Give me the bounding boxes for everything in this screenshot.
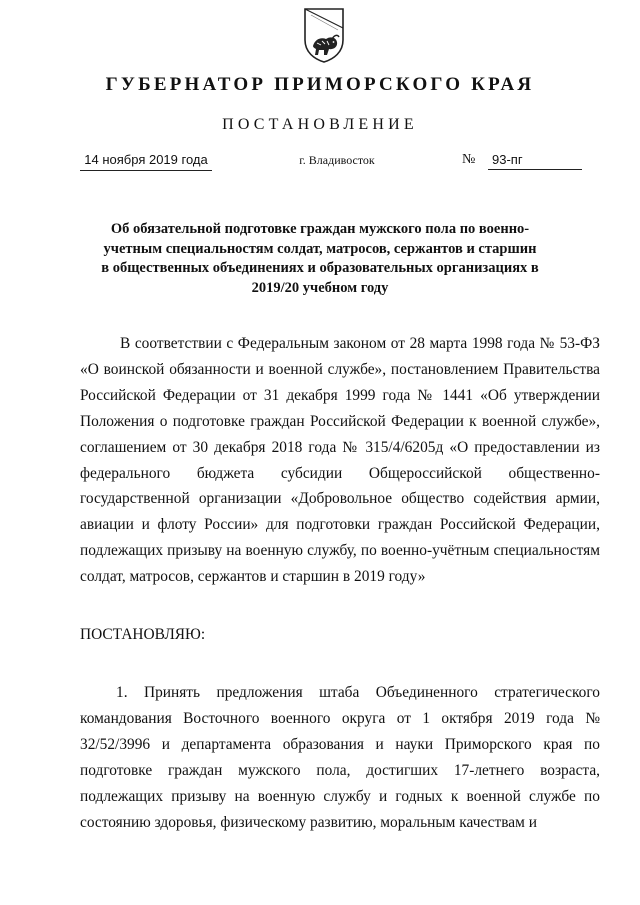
document-number: 93-пг [488,150,582,170]
document-type: ПОСТАНОВЛЕНИЕ [222,116,418,133]
document-number-label: № [462,152,476,167]
document-city: г. Владивосток [299,153,375,167]
decree-heading: ПОСТАНОВЛЯЮ: [80,626,206,643]
primorsky-krai-coat-of-arms-icon [302,6,346,64]
issuing-authority: ГУБЕРНАТОР ПРИМОРСКОГО КРАЯ [105,74,535,95]
item-1-paragraph: 1. Принять предложения штаба Объединенного стратегического командования Восточного военного округа от 1 октября 2019 года № 32/52/3996 и департамента образования и науки Приморского края по подготовке граждан мужского пола, достигших 17-летнего возраста, подлежащих призыву на военную службу и годных к военной службе по состоянию здоровья, физическому развитию, моральным качествам и [80,684,600,831]
document-subject: Об обязательной подготовке граждан мужского пола по военно-учетным специальностям солдат, матросов, сержантов и старшин в общественных объединениях и образовательных организациях в 2019/20 учебном году [101,221,539,296]
document-date: 14 ноября 2019 года [80,150,212,171]
preamble-paragraph: В соответствии с Федеральным законом от 28 марта 1998 года № 53-ФЗ «О воинской обязанности и военной службе», постановлением Правительства Российской Федерации от 31 декабря 1999 года № 1441 «Об утверждении Положения о подготовке граждан Российской Федерации к военной службе», соглашением от 30 декабря 2018 года № 315/4/6205д «О предоставлении из федерального бюджета субсидии Общероссийской общественно-государственной организации «Добровольное общество содействия армии, авиации и флоту России» для подготовки граждан Российской Федерации, подлежащих призыву на военную службу, по военно-учётным специальностям солдат, матросов, сержантов и старшин в 2019 году» [80,335,600,586]
